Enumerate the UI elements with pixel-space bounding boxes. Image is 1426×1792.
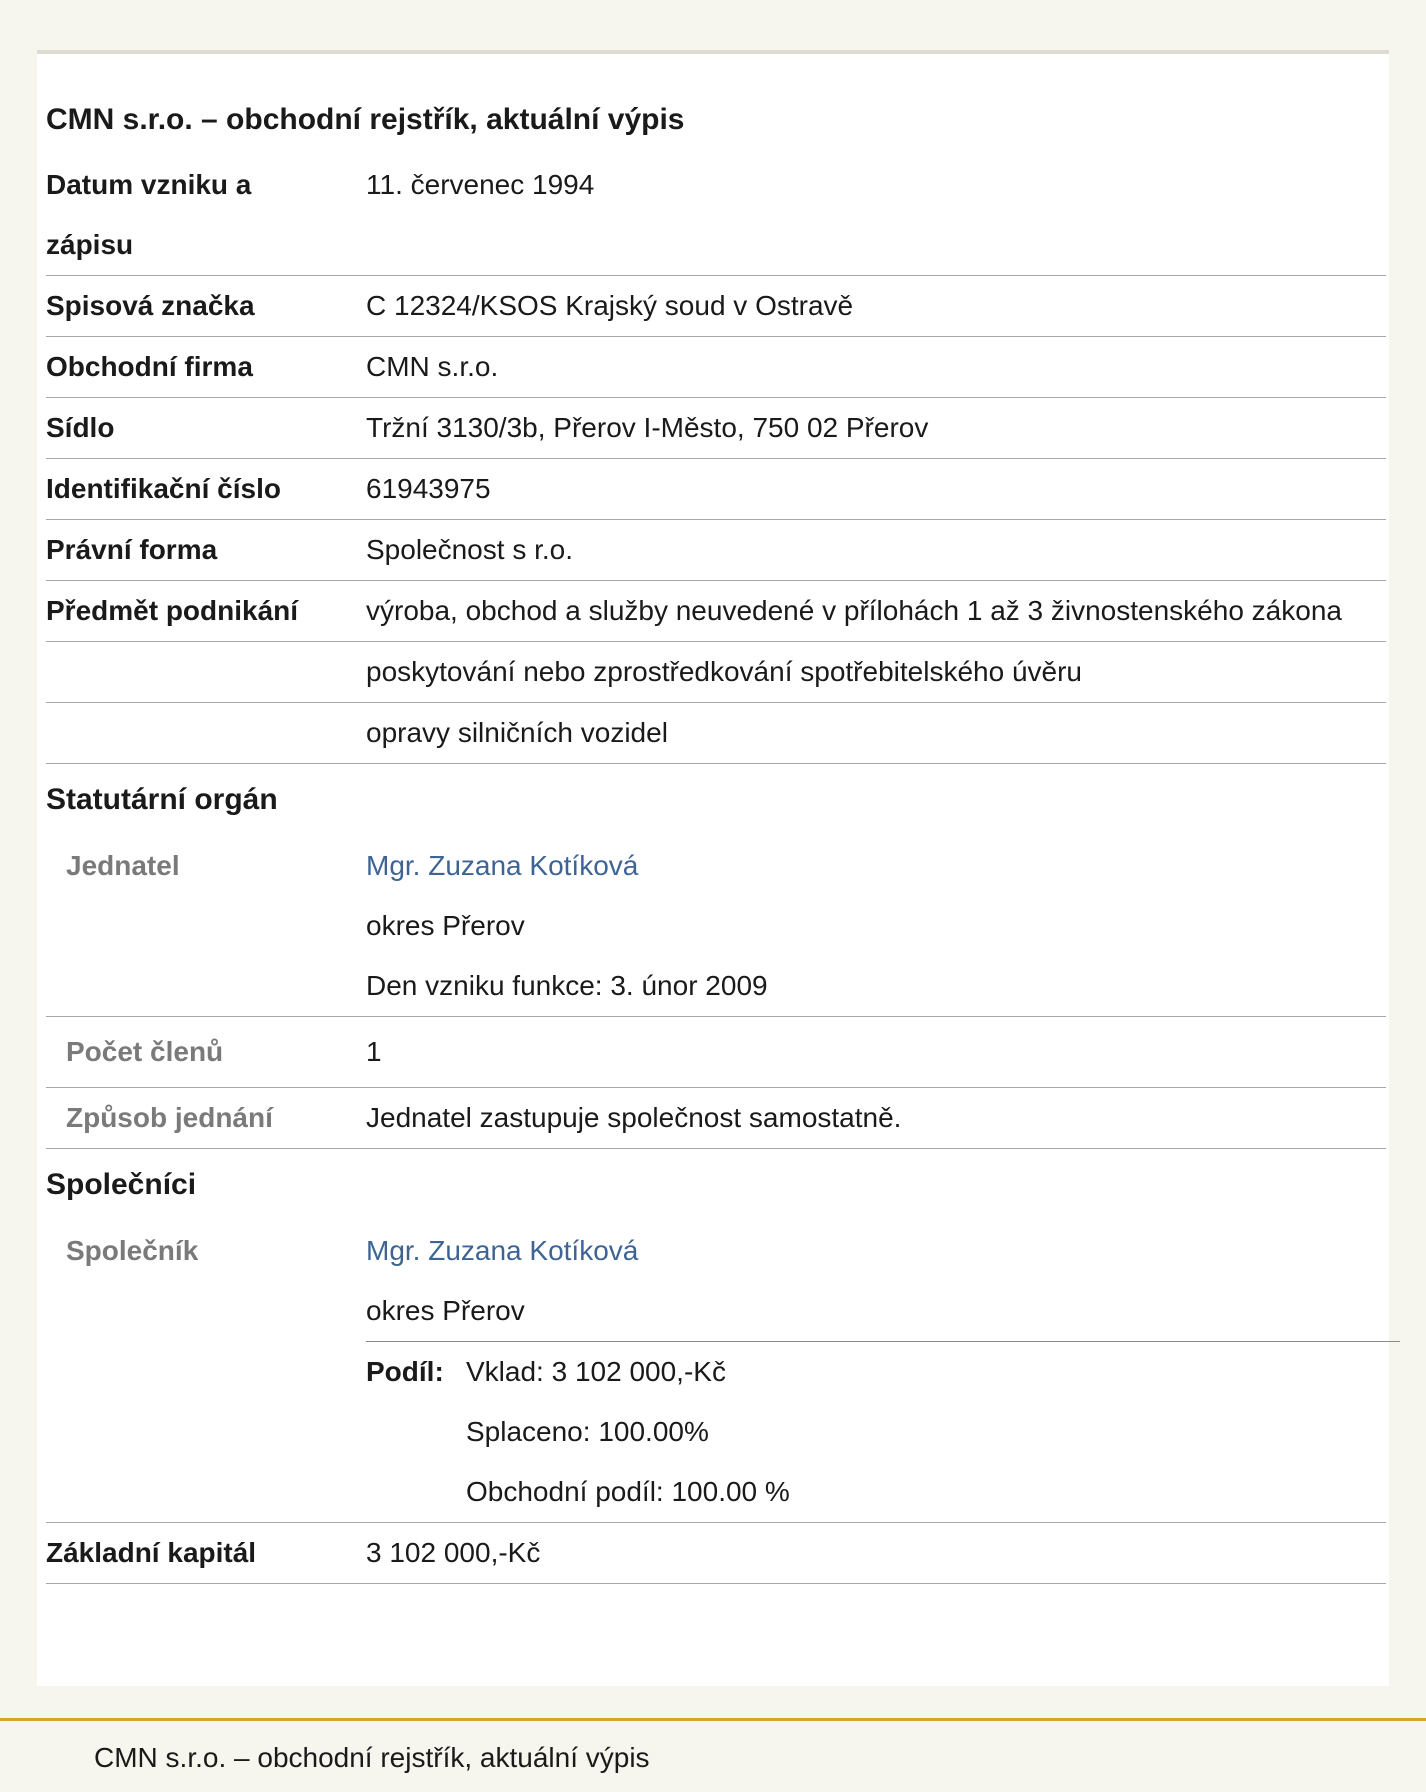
row-label: Obchodní firma [46,351,253,382]
row-label: Datum vzniku a zápisu [46,169,252,260]
row-spolecnik [46,1221,1386,1523]
person-link[interactable]: Mgr. Zuzana Kotíková [366,1235,639,1266]
share-percentage: Obchodní podíl: 100.00 % [466,1476,790,1507]
row-pravni-forma [46,520,1386,581]
row-label: Základní kapitál [46,1537,257,1568]
row-value: opravy silničních vozidel [366,717,668,748]
share-deposit: Vklad: 3 102 000,-Kč [466,1356,726,1387]
row-value: 1 [366,1036,382,1067]
person-link[interactable]: Mgr. Zuzana Kotíková [366,850,639,881]
row-label: Sídlo [46,412,115,443]
row-label: Společník [66,1235,199,1266]
row-zakladni-kapital [46,1523,1386,1584]
row-datum-vzniku [46,155,1386,276]
row-identifikacni-cislo [46,459,1386,520]
row-predmet-item [46,642,1386,703]
row-label: Počet členů [66,1036,224,1067]
share-paid: Splaceno: 100.00% [466,1416,709,1447]
function-start: Den vzniku funkce: 3. únor 2009 [366,970,768,1001]
register-table [46,155,1386,1584]
share-block [366,1341,1400,1522]
row-label: Právní forma [46,534,218,565]
person-district: okres Přerov [366,910,525,941]
row-label: Jednatel [66,850,180,881]
row-sidlo [46,398,1386,459]
row-value: 11. červenec 1994 [366,169,595,200]
row-value: 3 102 000,-Kč [366,1537,541,1568]
page-title: CMN s.r.o. – obchodní rejstřík, aktuální výpis [46,103,685,136]
row-value [366,1221,1400,1522]
row-label: Spisová značka [46,290,255,321]
row-value: C 12324/KSOS Krajský soud v Ostravě [366,290,854,321]
row-value: poskytování nebo zprostředkování spotřebitelského úvěru [366,656,1082,687]
row-value: výroba, obchod a služby neuvedené v přílohách 1 až 3 živnostenského zákona [366,595,1342,626]
row-value: Tržní 3130/3b, Přerov I-Město, 750 02 Přerov [366,412,929,443]
row-obchodni-firma [46,337,1386,398]
row-spisova-znacka [46,276,1386,337]
row-pocet-clenu [46,1017,1386,1088]
person-district: okres Přerov [366,1295,525,1326]
row-label: Předmět podnikání [46,595,299,626]
row-value: Jednatel zastupuje společnost samostatně. [366,1102,902,1133]
row-zpusob-jednani [46,1088,1386,1149]
row-label: Identifikační číslo [46,473,281,504]
section-heading-statutarni: Statutární orgán [46,783,278,816]
row-predmet-item [46,703,1386,764]
share-label: Podíl: [366,1356,444,1387]
footer-text: CMN s.r.o. – obchodní rejstřík, aktuální výpis [94,1742,650,1773]
row-value: Společnost s r.o. [366,534,574,565]
share-details [466,1342,790,1522]
section-heading-spolecnici: Společníci [46,1168,197,1201]
row-value: CMN s.r.o. [366,351,499,382]
row-label: Způsob jednání [66,1102,273,1133]
row-predmet-podnikani [46,581,1386,642]
row-jednatel [46,836,1386,1017]
row-value [366,836,1386,1016]
footer-divider [0,1718,1426,1721]
row-value: 61943975 [366,473,491,504]
